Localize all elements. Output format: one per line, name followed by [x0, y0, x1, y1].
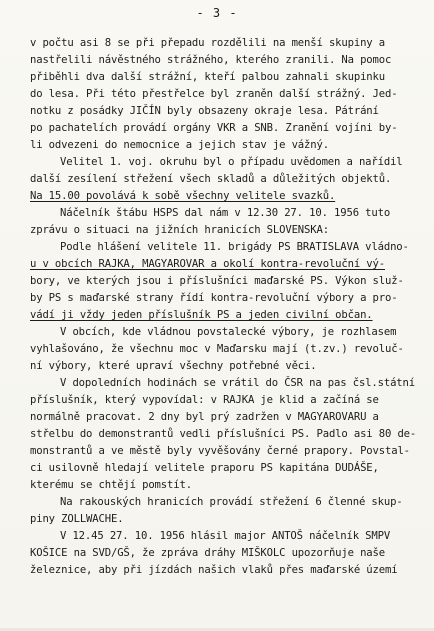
text-line: Náčelník štábu HSPS dal nám v 12.30 27. 10. 1956 tuto	[60, 207, 391, 219]
text-line: příslušník, který vypovídal: v RAJKA je klid a začíná se	[30, 394, 379, 406]
text-line: střelbu do demonstrantů vedli příslušníci PS. Padlo asi 80 de-	[30, 428, 417, 440]
text-line: monstrantů a ve městě byly vyvěšovány černé prapory. Povstal-	[30, 445, 410, 457]
text-line: další zesílení střežení všech skladů a důležitých objektů.	[30, 173, 392, 185]
text-line: V 12.45 27. 10. 1956 hlásil major ANTOŠ náčelník SMPV	[60, 530, 391, 542]
text-line: po pachatelích provádí orgány VKR a SNB. Zranění vojíni by-	[30, 122, 398, 134]
text-line: Velitel 1. voj. okruhu byl o případu uvědomen a nařídil	[60, 156, 403, 168]
text-line: vyhlašováno, že všechnu moc v Maďarsku mají (t.zv.) revoluč-	[30, 343, 404, 355]
text-line: vádí ji vždy jeden příslušník PS a jeden civilní občan.	[30, 309, 373, 321]
text-line: ní výbory, které upraví všechny potřebné věci.	[30, 360, 317, 372]
text-line: V dopoledních hodinách se vrátil do ČSR na pas čsl.státní	[60, 377, 415, 389]
text-line: piny ZOLLWACHE.	[30, 513, 124, 525]
text-line: V obcích, kde vládnou povstalecké výbory, je rozhlasem	[60, 326, 397, 338]
text-line: normálně pracovat. 2 dny byl prý zadržen v MAGYAROVARU a	[30, 411, 379, 423]
text-line: v počtu asi 8 se při přepadu rozdělili na menší skupiny a	[30, 37, 385, 49]
page-number: - 3 -	[196, 6, 238, 20]
text-line: notku z posádky JIČÍN byly obsazeny okraje lesa. Pátrání	[30, 105, 379, 117]
text-line: Na rakouských hranicích provádí střežení 6 členné skup-	[60, 496, 403, 508]
text-line: do lesa. Při této přestřelce byl zraněn další strážný. Jed-	[30, 88, 398, 100]
text-line: by PS s maďarské strany řídí kontra-revoluční výbory a pro-	[30, 292, 398, 304]
text-line: KOŠICE na SVD/GŠ, že zpráva dráhy MIŠKOLC upozorňuje naše	[30, 547, 385, 559]
text-line: kterému se chtějí pomstít.	[30, 479, 192, 491]
text-line: Na 15.00 povolává k sobě všechny velitele svazků.	[30, 190, 336, 202]
text-line: železnice, aby při jízdách našich vlaků přes maďarské území	[30, 564, 398, 576]
text-line: li odvezeni do nemocnice a jejich stav je vážný.	[30, 139, 329, 151]
text-line: přiběhli dva další strážní, kteří palbou zahnali skupinku	[30, 71, 385, 83]
text-line: Podle hlášení velitele 11. brigády PS BRATISLAVA vládno-	[60, 241, 409, 253]
text-line: ci usilovně hledají velitele praporu PS kapitána DUDÁŠE,	[30, 462, 379, 474]
text-line: zprávu o situaci na jižních hranicích SLOVENSKA:	[30, 224, 329, 236]
text-line: u v obcích RAJKA, MAGYAROVAR a okolí kontra-revoluční vý-	[30, 258, 385, 270]
text-line: bory, ve kterých jsou i příslušníci maďarské PS. Výkon služ-	[30, 275, 404, 287]
text-line: nastřelili návěstného strážného, kterého zranili. Na pomoc	[30, 54, 392, 66]
